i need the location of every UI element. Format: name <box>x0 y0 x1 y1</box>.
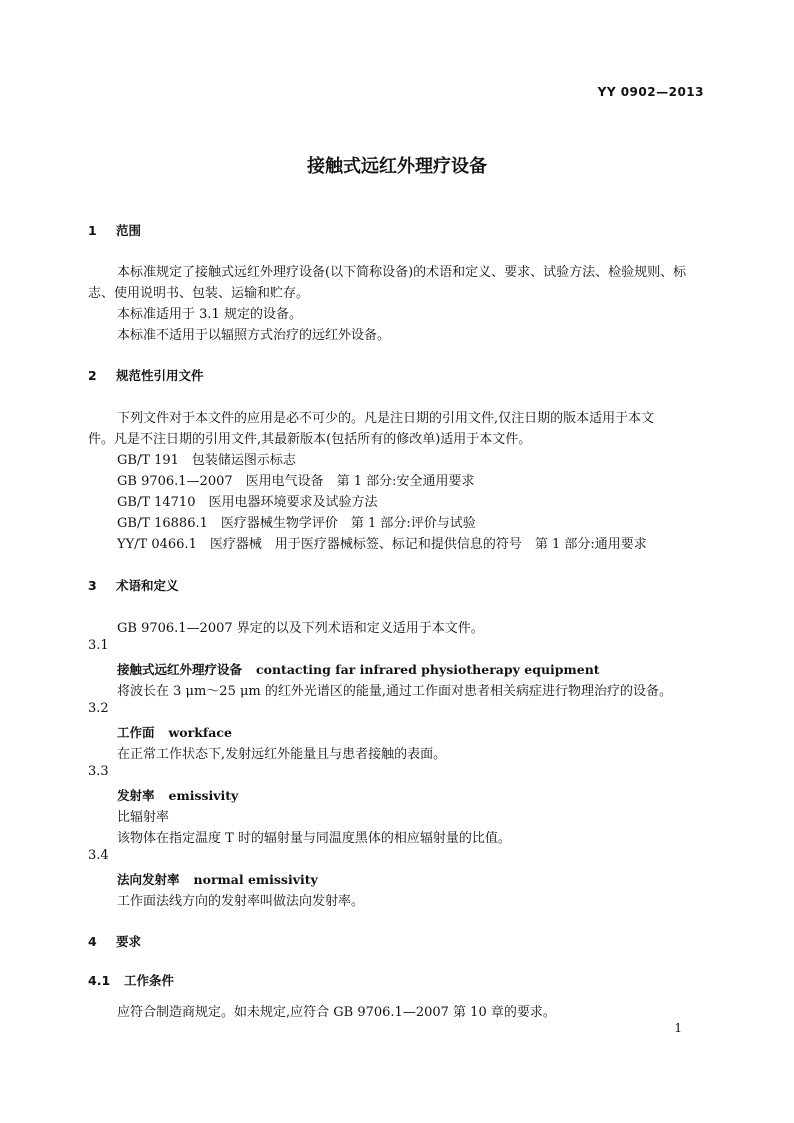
reference-item: GB/T 16886.1 医疗器械生物学评价 第 1 部分:评价与试验 <box>117 516 476 531</box>
paragraph: 本标准规定了接触式远红外理疗设备(以下简称设备)的术语和定义、要求、试验方法、检验规则、标 <box>117 265 687 280</box>
reference-item: YY/T 0466.1 医疗器械 用于医疗器械标签、标记和提供信息的符号 第 1 部分:通用要求 <box>117 537 647 552</box>
term-cn: 工作面 <box>117 725 155 740</box>
term-cn: 发射率 <box>117 788 155 803</box>
term-title <box>117 659 600 678</box>
term-title <box>117 869 318 888</box>
subsection-number: 4.1 <box>88 973 111 988</box>
term-title <box>117 722 232 741</box>
term-en: emissivity <box>168 788 239 803</box>
section-title: 范围 <box>116 223 142 238</box>
paragraph: 下列文件对于本文件的应用是必不可少的。凡是注日期的引用文件,仅注日期的版本适用于本文 <box>117 411 655 426</box>
section-1-heading <box>88 221 141 239</box>
subsection-4-1-heading <box>88 971 174 989</box>
paragraph: 本标准适用于 3.1 规定的设备。 <box>117 307 302 322</box>
subsection-title: 工作条件 <box>124 973 175 988</box>
term-cn: 法向发射率 <box>117 872 180 887</box>
section-title: 规范性引用文件 <box>116 368 204 383</box>
term-number: 3.1 <box>88 638 109 653</box>
standard-number: YY 0902—2013 <box>597 85 704 99</box>
reference-item: GB 9706.1—2007 医用电气设备 第 1 部分:安全通用要求 <box>117 474 475 489</box>
term-number: 3.4 <box>88 848 109 863</box>
section-number: 1 <box>88 223 97 238</box>
term-definition: 在正常工作状态下,发射远红外能量且与患者接触的表面。 <box>117 747 447 762</box>
term-en: normal emissivity <box>193 872 318 887</box>
page-number: 1 <box>674 1021 682 1035</box>
term-en: contacting far infrared physiotherapy equipment <box>256 662 600 677</box>
term-definition: 该物体在指定温度 T 时的辐射量与同温度黑体的相应辐射量的比值。 <box>117 831 511 846</box>
term-number: 3.3 <box>88 764 109 779</box>
term-en: workface <box>168 725 232 740</box>
paragraph: GB 9706.1—2007 界定的以及下列术语和定义适用于本文件。 <box>117 621 484 636</box>
section-number: 4 <box>88 934 97 949</box>
section-3-heading <box>88 576 179 594</box>
paragraph: 件。凡是不注日期的引用文件,其最新版本(包括所有的修改单)适用于本文件。 <box>88 432 532 447</box>
section-title: 术语和定义 <box>116 578 179 593</box>
term-number: 3.2 <box>88 701 109 716</box>
term-definition: 工作面法线方向的发射率叫做法向发射率。 <box>117 894 365 909</box>
section-number: 2 <box>88 368 97 383</box>
section-number: 3 <box>88 578 97 593</box>
paragraph: 志、使用说明书、包装、运输和贮存。 <box>88 286 310 301</box>
section-2-heading <box>88 366 204 384</box>
term-title <box>117 785 238 804</box>
section-title: 要求 <box>116 934 142 949</box>
paragraph: 本标准不适用于以辐照方式治疗的远红外设备。 <box>117 328 391 343</box>
section-4-heading <box>88 932 141 950</box>
reference-item: GB/T 14710 医用电器环境要求及试验方法 <box>117 495 378 510</box>
term-cn: 接触式远红外理疗设备 <box>117 662 243 677</box>
page-title: 接触式远红外理疗设备 <box>307 156 487 177</box>
reference-item: GB/T 191 包装储运图示标志 <box>117 453 296 468</box>
term-alternative: 比辐射率 <box>117 810 170 825</box>
paragraph: 应符合制造商规定。如未规定,应符合 GB 9706.1—2007 第 10 章的要求。 <box>117 1005 556 1020</box>
term-definition: 将波长在 3 μm～25 μm 的红外光谱区的能量,通过工作面对患者相关病症进行物理治疗的设备。 <box>117 684 673 699</box>
